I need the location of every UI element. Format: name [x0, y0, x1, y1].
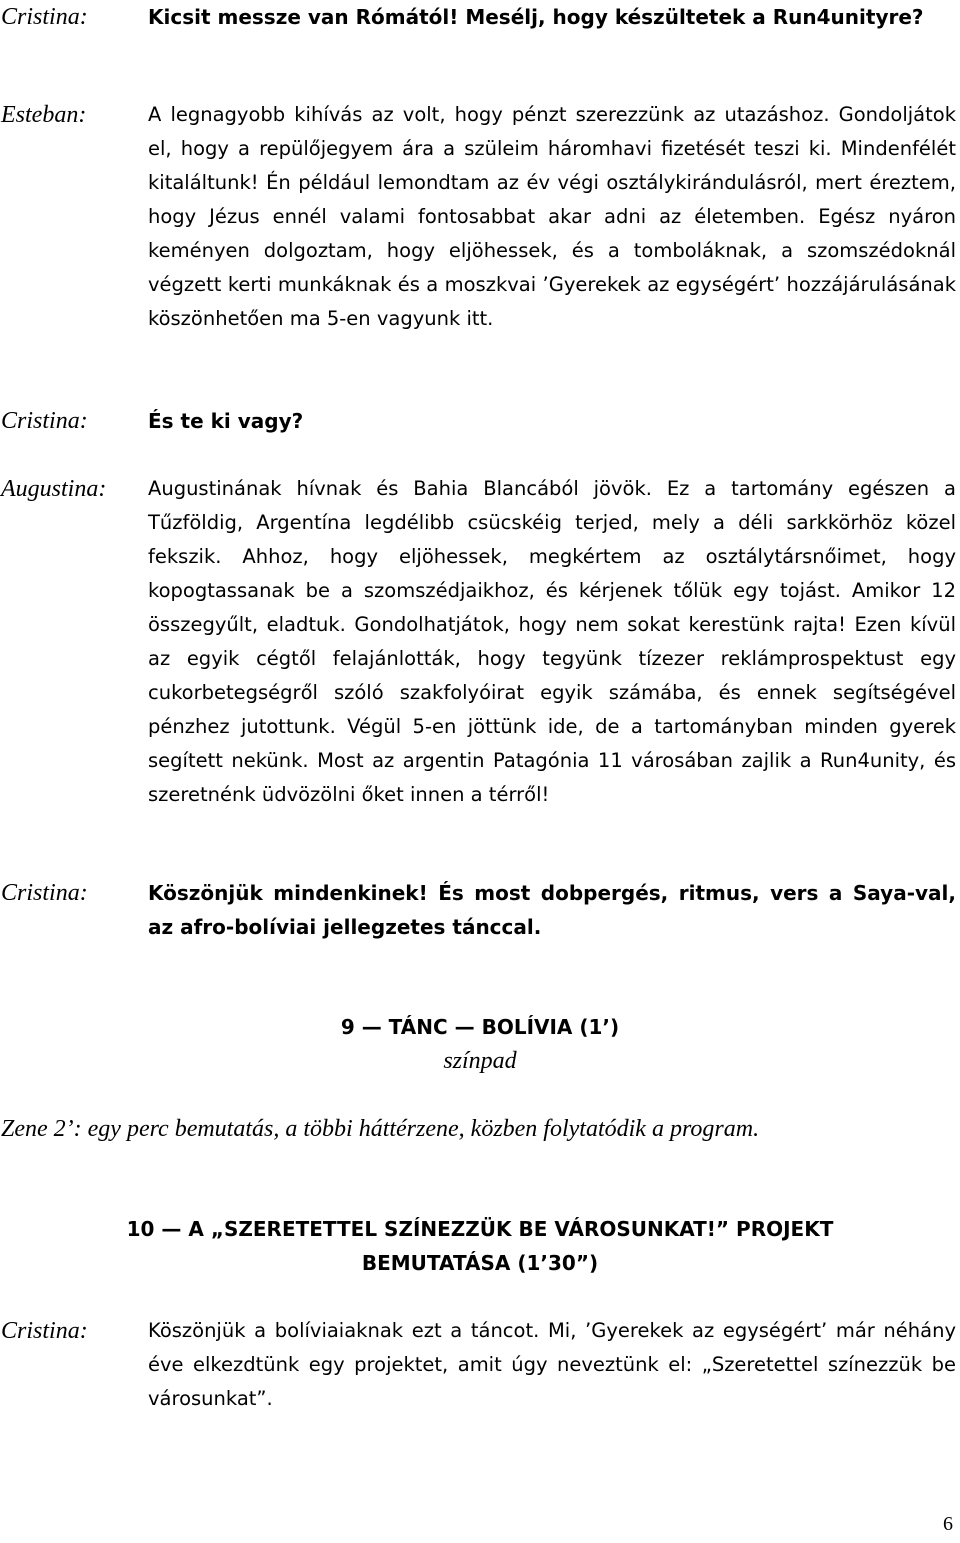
speaker-name: Cristina: — [1, 408, 88, 434]
speech-text: Köszönjük a bolíviaiaknak ezt a táncot. Mi, ’Gyerekek az egységért’ már néhány éve elkezdtünk egy projektet, amit úgy neveztünk el: „Szeretettel színezzük be városunkat”. — [148, 1319, 956, 1410]
speaker-name: Cristina: — [1, 1318, 88, 1344]
page-number: 6 — [943, 1513, 953, 1535]
speaker-name: Cristina: — [1, 4, 88, 30]
section-heading-continued: BEMUTATÁSA (1’30”) — [361, 1251, 599, 1275]
section-heading: 10 — A „SZERETETTEL SZÍNEZZÜK BE VÁROSUNKAT!” PROJEKT — [126, 1217, 834, 1241]
speaker-name: Cristina: — [1, 880, 88, 906]
speech-text: A legnagyobb kihívás az volt, hogy pénzt szerezzünk az utazáshoz. Gondoljátok el, hogy a repülőjegyem ára a szüleim háromhavi fizetését teszi ki. Mindenfélét kitaláltunk! Én például lemondtam az év végi osztálykirándulásról, mert éreztem, hogy Jézus ennél valami fontosabbat akar adni az életemben. Egész nyáron keményen dolgoztam, hogy eljöhessek, és a tomboláknak, a szomszédoknál végzett kerti munkáknak és a moszkvai ’Gyerekek az egységért’ hozzájárulásának köszönhetően ma 5-en vagyunk itt. — [148, 103, 956, 330]
speech-text: Kicsit messze van Rómától! Mesélj, hogy készültetek a Run4unityre? — [148, 5, 924, 29]
speech-text: Köszönjük mindenkinek! És most dobpergés, ritmus, vers a Saya-val, az afro-bolíviai jellegzetes tánccal. — [148, 881, 956, 939]
speech-text: És te ki vagy? — [148, 409, 304, 433]
section-location: színpad — [443, 1048, 517, 1074]
speech-text: Augustinának hívnak és Bahia Blancából jövök. Ez a tartomány egészen a Tűzföldig, Argentína legdélibb csücskéig terjed, mely a déli sarkkörhöz közel fekszik. Ahhoz, hogy eljöhessek, megkértem az osztálytársnőimet, hogy kopogtassanak be a szomszédjaikhoz, és kérjenek tőlük egy tojást. Amikor 12 összegyűlt, eladtuk. Gondolhatjátok, hogy nem sokat kerestünk rajta! Ezen kívül az egyik cégtől felajánlották, hogy tegyünk tízezer reklámprospektust egy cukorbetegségről szóló szakfolyóirat egyik számába, és ennek segítségével pénzhez jutottunk. Végül 5-en jöttünk ide, de a tartományban minden gyerek segített nekünk. Most az argentin Patagónia 11 városában zajlik a Run4unity, és szeretnénk üdvözölni őket innen a térről! — [148, 477, 956, 806]
stage-direction: Zene 2’: egy perc bemutatás, a többi háttérzene, közben folytatódik a program. — [1, 1116, 760, 1142]
section-heading: 9 — TÁNC — BOLÍVIA (1’) — [340, 1015, 620, 1039]
speaker-name: Augustina: — [1, 476, 107, 502]
speaker-name: Esteban: — [1, 102, 87, 128]
